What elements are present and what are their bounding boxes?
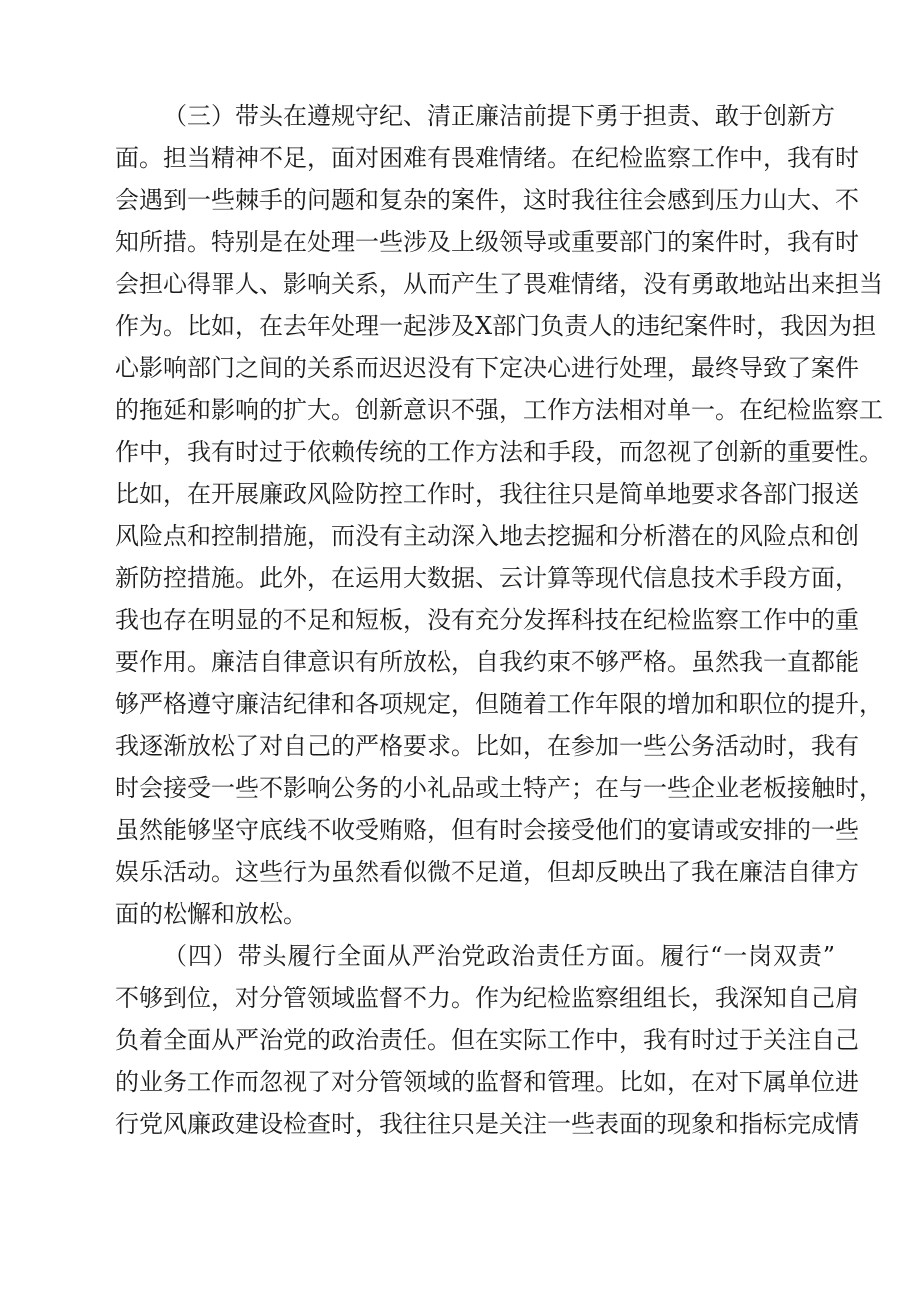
paragraph-3-line-18: 虽然能够坚守底线不收受贿赂，但有时会接受他们的宴请或安排的一些 (115, 816, 859, 844)
paragraph-3-line-10: 比如，在开展廉政风险防控工作时，我往往只是简单地要求各部门报送 (115, 480, 859, 508)
paragraph-3-line-15: 够严格遵守廉洁纪律和各项规定，但随着工作年限的增加和职位的提升， (115, 690, 883, 718)
paragraph-3-line-17: 时会接受一些不影响公务的小礼品或土特产；在与一些企业老板接触时， (115, 774, 883, 802)
paragraph-3-line-5: 会担心得罪人、影响关系，从而产生了畏难情绪，没有勇敢地站出来担当 (115, 270, 883, 298)
paragraph-3-line-13: 我也存在明显的不足和短板，没有充分发挥科技在纪检监察工作中的重 (115, 606, 859, 634)
paragraph-4-line-3: 负着全面从严治党的政治责任。但在实际工作中，我有时过于关注自己 (115, 1026, 859, 1054)
paragraph-3-line-6: 作为。比如，在去年处理一起涉及X部门负责人的违纪案件时，我因为担 (115, 312, 877, 340)
paragraph-3-line-19: 娱乐活动。这些行为虽然看似微不足道，但却反映出了我在廉洁自律方 (115, 858, 859, 886)
paragraph-4-line-1: （四）带头履行全面从严治党政治责任方面。履行“一岗双责” (163, 942, 835, 970)
paragraph-4-line-4: 的业务工作而忽视了对分管领域的监督和管理。比如，在对下属单位进 (115, 1068, 859, 1096)
paragraph-4-line-2: 不够到位，对分管领域监督不力。作为纪检监察组组长，我深知自己肩 (115, 984, 859, 1012)
paragraph-3-line-3: 会遇到一些棘手的问题和复杂的案件，这时我往往会感到压力山大、不 (115, 186, 859, 214)
paragraph-3-line-1: （三）带头在遵规守纪、清正廉洁前提下勇于担责、敢于创新方 (163, 102, 835, 130)
paragraph-3-line-14: 要作用。廉洁自律意识有所放松，自我约束不够严格。虽然我一直都能 (115, 648, 859, 676)
paragraph-3-line-7: 心影响部门之间的关系而迟迟没有下定决心进行处理，最终导致了案件 (115, 354, 859, 382)
paragraph-4-line-5: 行党风廉政建设检查时，我往往只是关注一些表面的现象和指标完成情 (115, 1110, 859, 1138)
paragraph-3-line-4: 知所措。特别是在处理一些涉及上级领导或重要部门的案件时，我有时 (115, 228, 859, 256)
paragraph-3-line-8: 的拖延和影响的扩大。创新意识不强，工作方法相对单一。在纪检监察工 (115, 396, 883, 424)
paragraph-3-line-20: 面的松懈和放松。 (115, 900, 307, 928)
paragraph-3-line-16: 我逐渐放松了对自己的严格要求。比如，在参加一些公务活动时，我有 (115, 732, 859, 760)
paragraph-3-line-12: 新防控措施。此外，在运用大数据、云计算等现代信息技术手段方面， (115, 564, 859, 592)
paragraph-3-line-2: 面。担当精神不足，面对困难有畏难情绪。在纪检监察工作中，我有时 (115, 144, 859, 172)
paragraph-3-line-9: 作中，我有时过于依赖传统的工作方法和手段，而忽视了创新的重要性。 (115, 438, 883, 466)
paragraph-3-line-11: 风险点和控制措施，而没有主动深入地去挖掘和分析潜在的风险点和创 (115, 522, 859, 550)
